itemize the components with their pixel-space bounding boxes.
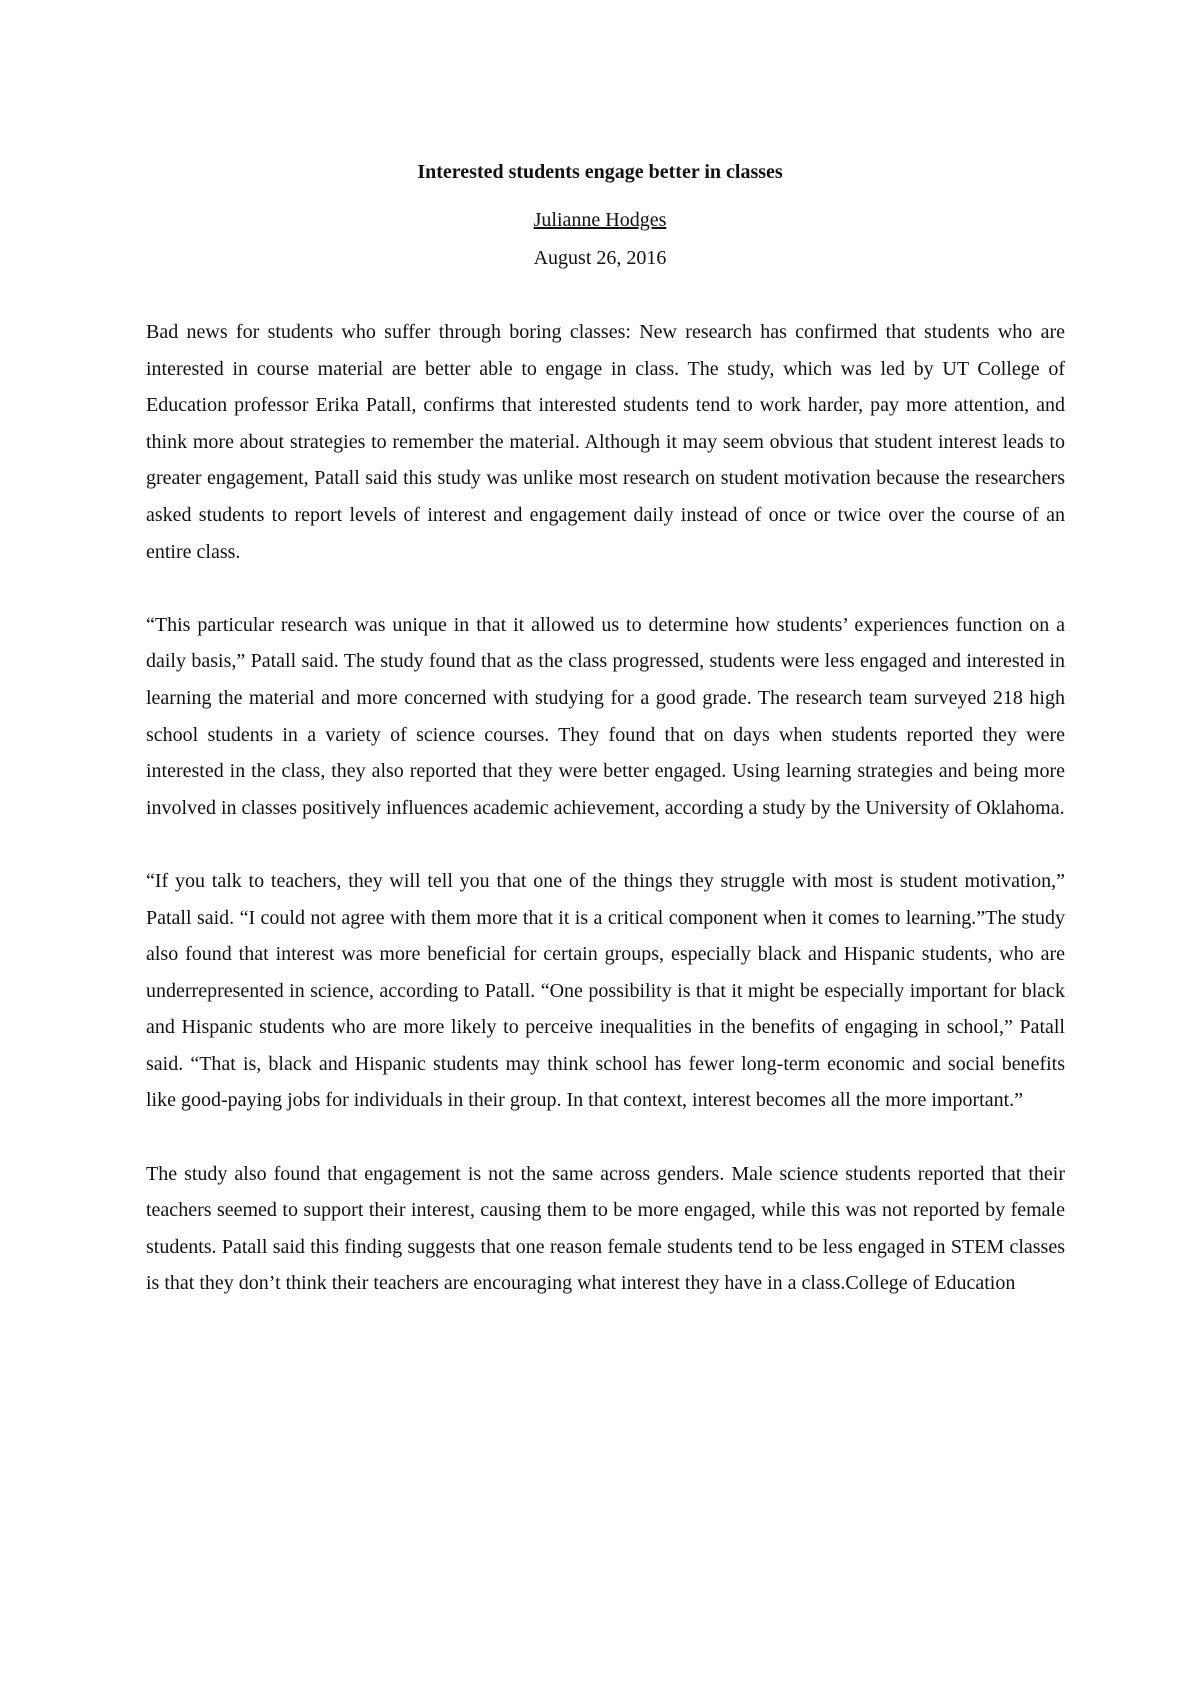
publication-date: August 26, 2016	[533, 247, 667, 269]
article-body	[146, 314, 1065, 1339]
paragraph-3: “If you talk to teachers, they will tell you that one of the things they struggle with most is student motivation,” Patall said. “I could not agree with them more that it is a critical component when it comes to learning.”The study also found that interest was more beneficial for certain groups, especially black and Hispanic students, who are underrepresented in science, according to Patall. “One possibility is that it might be especially important for black and Hispanic students who are more likely to perceive inequalities in the benefits of engaging in school,” Patall said. “That is, black and Hispanic students may think school has fewer long-term economic and social benefits like good-paying jobs for individuals in their group. In that context, interest becomes all the more important.”	[146, 869, 1065, 1112]
author-name: Julianne Hodges	[533, 209, 667, 231]
author-byline	[0, 206, 1200, 234]
paragraph-1: Bad news for students who suffer through boring classes: New research has confirmed that students who are interested in course material are better able to engage in class. The study, which was led by UT College of Education professor Erika Patall, confirms that interested students tend to work harder, pay more attention, and think more about strategies to remember the material. Although it may seem obvious that student interest leads to greater engagement, Patall said this study was unlike most research on student motivation because the researchers asked students to report levels of interest and engagement daily instead of once or twice over the course of an entire class.	[146, 321, 1065, 563]
paragraph-2: “This particular research was unique in that it allowed us to determine how students’ experiences function on a daily basis,” Patall said. The study found that as the class progressed, students were less engaged and interested in learning the material and more concerned with studying for a good grade. The research team surveyed 218 high school students in a variety of science courses. They found that on days when students reported they were interested in the class, they also reported that they were better engaged. Using learning strategies and being more involved in classes positively influences academic achievement, according a study by the University of Oklahoma.	[146, 613, 1065, 819]
article-title: Interested students engage better in classes	[417, 161, 783, 183]
paragraph-4: The study also found that engagement is not the same across genders. Male science students reported that their teachers seemed to support their interest, causing them to be more engaged, while this was not reported by female students. Patall said this finding suggests that one reason female students tend to be less engaged in STEM classes is that they don’t think their teachers are encouraging what interest they have in a class.College of Education	[146, 1162, 1065, 1295]
